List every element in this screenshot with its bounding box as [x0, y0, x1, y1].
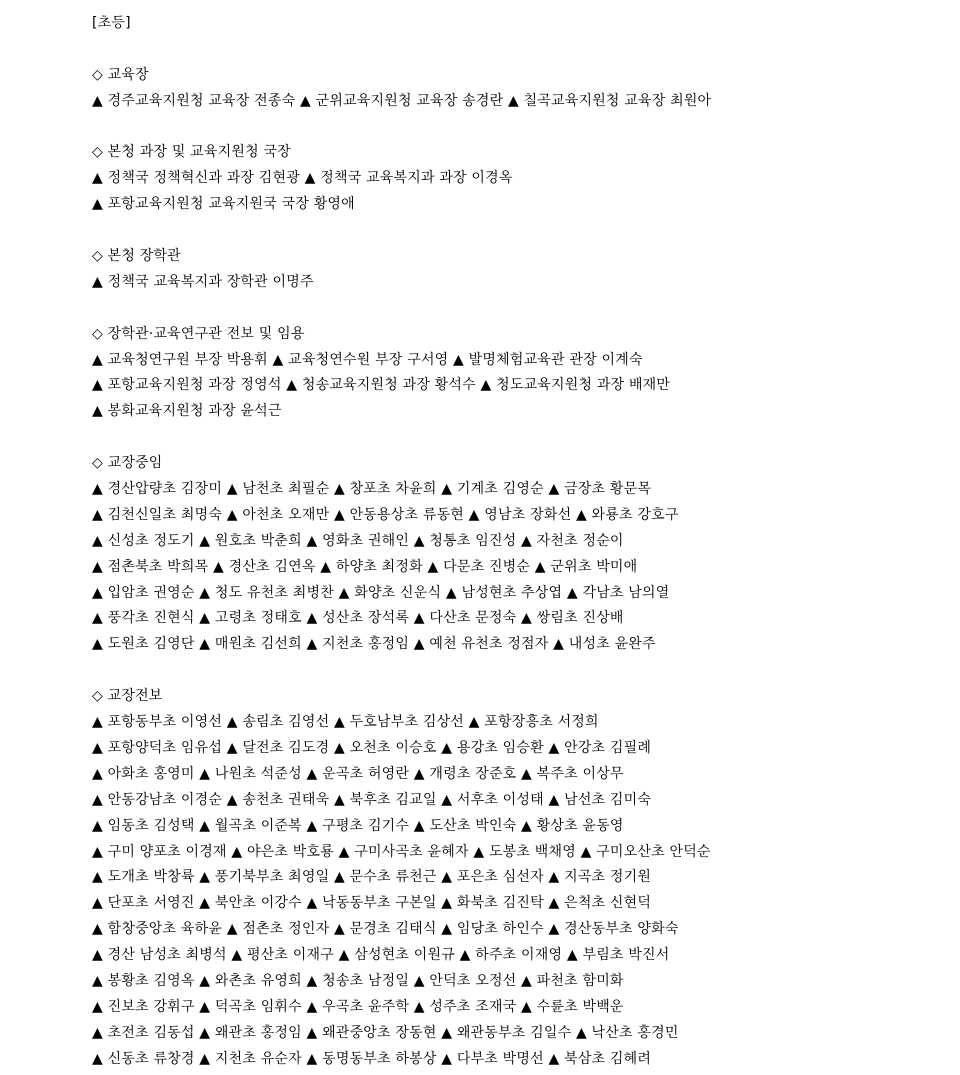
- spacer: [92, 218, 940, 244]
- list-line: ▲ 경산 남성초 최병석 ▲ 평산초 이재구 ▲ 삼성현초 이원규 ▲ 하주초 이재영 ▲ 부림초 박진서: [92, 947, 670, 964]
- list-line: ▲ 신성초 정도기 ▲ 원호초 박춘희 ▲ 영화초 권해인 ▲ 청통초 임진성 ▲ 자천초 정순이: [92, 532, 624, 549]
- list-line: ▲ 경주교육지원청 교육장 전종숙 ▲ 군위교육지원청 교육장 송경란 ▲ 칠곡교육지원청 교육장 최원아: [92, 92, 712, 109]
- list-line: ▲ 구미 양포초 이경재 ▲ 야은초 박호룡 ▲ 구미사곡초 윤혜자 ▲ 도봉초 백채영 ▲ 구미오산초 안덕순: [92, 843, 711, 860]
- list-line: ▲ 함창중앙초 육하윤 ▲ 점촌초 정인자 ▲ 문경초 김태식 ▲ 임당초 하인수 ▲ 경산동부초 양화숙: [92, 921, 679, 938]
- section-heading: ◇ 본청 과장 및 교육지원청 국장: [92, 144, 291, 161]
- list-line: ▲ 봉황초 김영옥 ▲ 와촌초 유영희 ▲ 청송초 남정일 ▲ 안덕초 오정선 ▲ 파천초 함미화: [92, 972, 624, 989]
- spacer: [92, 425, 940, 451]
- list-line: ▲ 포항교육지원청 교육지원국 국장 황영애: [92, 196, 355, 213]
- list-line: ▲ 정책국 정책혁신과 과장 김현광 ▲ 정책국 교육복지과 과장 이경옥: [92, 170, 513, 187]
- section-supervisor: [92, 244, 940, 296]
- section-director: [92, 140, 940, 218]
- list-line: ▲ 도원초 김영단 ▲ 매원초 김선희 ▲ 지천초 홍정임 ▲ 예천 유천초 정점자 ▲ 내성초 윤완주: [92, 636, 656, 653]
- list-line: ▲ 봉화교육지원청 과장 윤석근: [92, 403, 282, 420]
- section-heading: ◇ 교장중임: [92, 455, 163, 472]
- list-line: ▲ 김천신일초 최명숙 ▲ 아천초 오재만 ▲ 안동용상초 류동현 ▲ 영남초 장화선 ▲ 와룡초 강호구: [92, 506, 679, 523]
- section-superintendent: [92, 63, 940, 115]
- document-body: [92, 11, 940, 1073]
- list-line: ▲ 포항양덕초 임유섭 ▲ 달전초 김도경 ▲ 오천초 이승호 ▲ 용강초 임승환 ▲ 안강초 김필례: [92, 739, 652, 756]
- list-line: ▲ 포항교육지원청 과장 정영석 ▲ 청송교육지원청 과장 황석수 ▲ 청도교육지원청 과장 배재만: [92, 377, 671, 394]
- list-line: ▲ 임동초 김성택 ▲ 월곡초 이준복 ▲ 구평초 김기수 ▲ 도산초 박인숙 ▲ 황상초 윤동영: [92, 817, 624, 834]
- list-line: ▲ 경산압량초 김장미 ▲ 남천초 최필순 ▲ 창포초 차윤희 ▲ 기계초 김영순 ▲ 금장초 황문목: [92, 481, 652, 498]
- list-line: ▲ 도개초 박창륙 ▲ 풍기북부초 최영일 ▲ 문수초 류천근 ▲ 포은초 심선자 ▲ 지곡초 정기원: [92, 869, 652, 886]
- spacer: [92, 115, 940, 141]
- section-heading: ◇ 장학관·교육연구관 전보 및 임용: [92, 325, 305, 342]
- list-line: ▲ 초전초 김동섭 ▲ 왜관초 홍정임 ▲ 왜관중앙초 장동현 ▲ 왜관동부초 김일수 ▲ 낙산초 홍경민: [92, 1024, 679, 1041]
- list-line: ▲ 풍각초 진현식 ▲ 고령초 정태호 ▲ 성산초 장석록 ▲ 다산초 문정숙 ▲ 쌍림초 진상배: [92, 610, 624, 627]
- list-line: ▲ 신동초 류창경 ▲ 지천초 유순자 ▲ 동명동부초 하봉상 ▲ 다부초 박명선 ▲ 북삼초 김혜려: [92, 1050, 652, 1067]
- list-line: ▲ 입암초 권영순 ▲ 청도 유천초 최병찬 ▲ 화양초 신운식 ▲ 남성현초 추상엽 ▲ 각남초 남의열: [92, 584, 670, 601]
- header-label: [초등]: [92, 15, 131, 31]
- list-line: ▲ 진보초 강휘구 ▲ 덕곡초 임휘수 ▲ 우곡초 윤주학 ▲ 성주초 조재국 ▲ 수륜초 박백운: [92, 998, 624, 1015]
- list-line: ▲ 아화초 홍영미 ▲ 나원초 석준성 ▲ 운곡초 허영란 ▲ 개령초 장준호 ▲ 복주초 이상무: [92, 765, 624, 782]
- section-transfer-appointment: [92, 322, 940, 426]
- list-line: ▲ 정책국 교육복지과 장학관 이명주: [92, 273, 314, 290]
- section-heading: ◇ 교육장: [92, 66, 149, 83]
- list-line: ▲ 단포초 서영진 ▲ 북안초 이강수 ▲ 낙동동부초 구본일 ▲ 화북초 김진탁 ▲ 은척초 신현덕: [92, 895, 652, 912]
- list-line: ▲ 교육청연구원 부장 박용휘 ▲ 교육청연수원 부장 구서영 ▲ 발명체험교육관 관장 이계숙: [92, 351, 643, 368]
- section-principal-transfer: [92, 684, 940, 1072]
- list-line: ▲ 포항동부초 이영선 ▲ 송림초 김영선 ▲ 두호남부초 김상선 ▲ 포항장흥초 서정희: [92, 714, 599, 731]
- list-line: ▲ 안동강남초 이경순 ▲ 송천초 권태욱 ▲ 북후초 김교일 ▲ 서후초 이성태 ▲ 남선초 김미숙: [92, 791, 652, 808]
- section-heading: ◇ 교장전보: [92, 688, 163, 705]
- section-heading: ◇ 본청 장학관: [92, 248, 181, 265]
- section-principal-reappointment: [92, 451, 940, 658]
- spacer: [92, 296, 940, 322]
- list-line: ▲ 점촌북초 박희목 ▲ 경산초 김연옥 ▲ 하양초 최정화 ▲ 다문초 진병순 ▲ 군위초 박미애: [92, 558, 638, 575]
- spacer: [92, 658, 940, 684]
- spacer: [92, 37, 940, 63]
